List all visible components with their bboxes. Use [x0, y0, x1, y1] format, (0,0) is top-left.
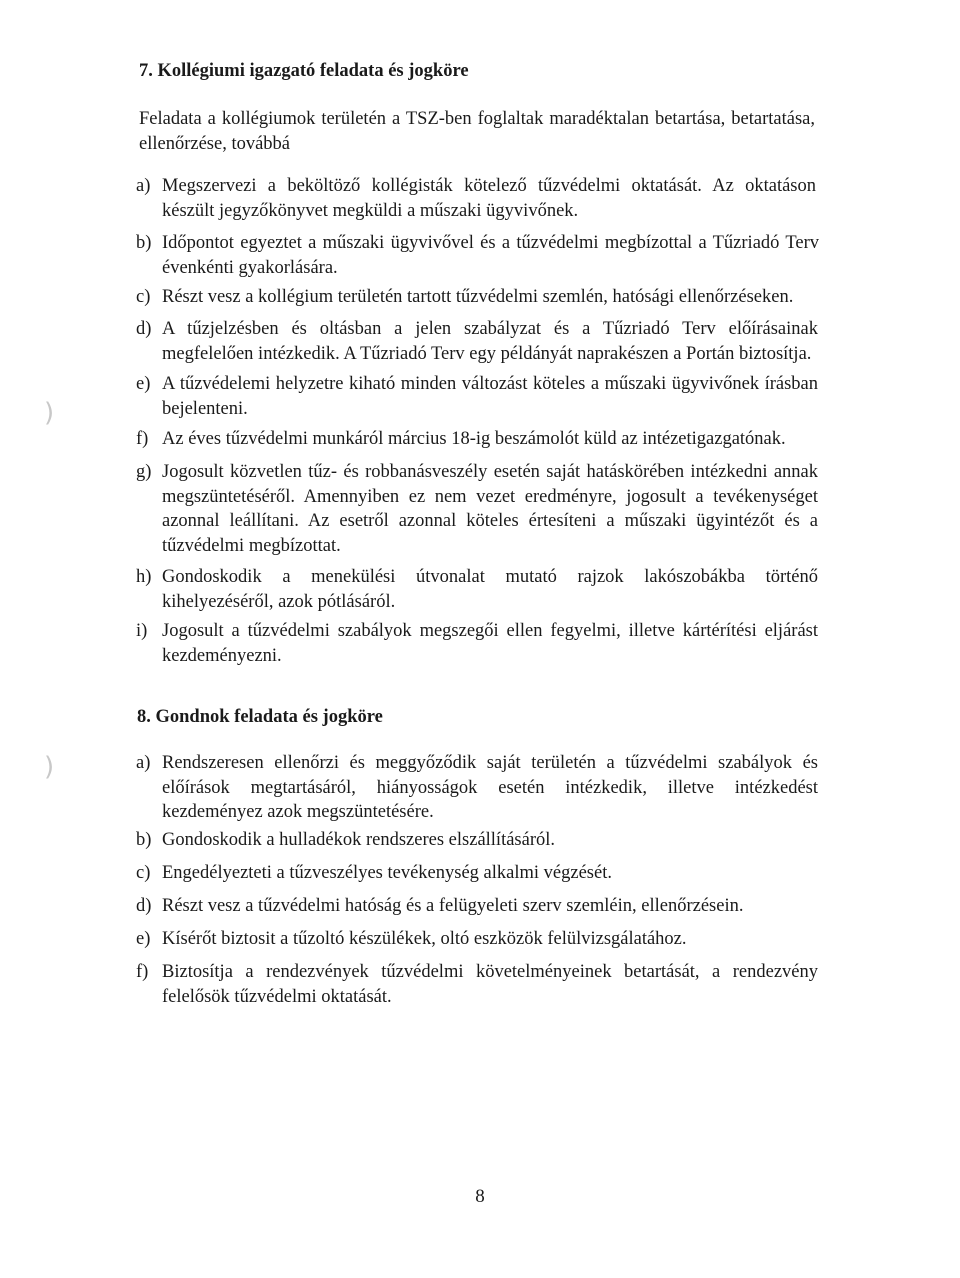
list-item-label: g)	[136, 462, 152, 482]
page-number: 8	[475, 1186, 485, 1207]
list-item-text: Az éves tűzvédelmi munkáról március 18-ig beszámolót küld az intézetigazgatónak.	[162, 429, 786, 449]
list-item-label: b)	[136, 233, 152, 253]
list-item-text: Biztosítja a rendezvények tűzvédelmi követelményeinek betartását, a rendezvény felelősök tűzvédelmi oktatását.	[162, 962, 818, 1007]
list-item	[136, 828, 856, 853]
punch-hole-mark: )	[44, 398, 55, 428]
list-item-text: Engedélyezteti a tűzveszélyes tevékenység alkalmi végzését.	[162, 863, 612, 883]
list-item-label: i)	[136, 621, 148, 641]
list-item-text: Időpontot egyeztet a műszaki ügyvivővel és a tűzvédelmi megbízottal a Tűzriadó Terv évenkénti gyakorlására.	[162, 233, 819, 278]
list-item-text: A tűzjelzésben és oltásban a jelen szabályzat és a Tűzriadó Terv előírásainak megfelelően intézkedik. A Tűzriadó Terv egy példányát naprakészen a Portán biztosítja.	[162, 319, 818, 364]
list-item-text: Rendszeresen ellenőrzi és meggyőződik saját területén a tűzvédelmi szabályok és előírások megtartásáról, hiányosságok esetén intézkedik, illetve intézkedést kezdeményez azok megszüntetésére.	[162, 753, 818, 823]
list-item-label: a)	[136, 176, 151, 196]
list-item	[136, 751, 818, 825]
list-item	[136, 861, 856, 886]
list-item-label: e)	[136, 374, 151, 394]
list-item	[136, 285, 856, 310]
list-item-label: a)	[136, 753, 151, 773]
list-item	[136, 894, 856, 919]
list-item-label: c)	[136, 287, 151, 307]
list-item-text: Jogosult a tűzvédelmi szabályok megszegői ellen fegyelmi, illetve kártérítési eljárást kezdeményezni.	[162, 621, 818, 666]
list-item	[136, 927, 856, 952]
section-7-intro: Feladata a kollégiumok területén a TSZ-ben foglaltak maradéktalan betartása, betartatása, ellenőrzése, továbbá	[139, 109, 815, 154]
list-item	[136, 619, 818, 668]
list-item-label: d)	[136, 319, 152, 339]
list-item	[136, 372, 818, 421]
list-item-text: Jogosult közvetlen tűz- és robbanásveszély esetén saját hatáskörében intézkedni annak megszüntetéséről. Amennyiben ez nem vezet eredményre, jogosult a tevékenységet azonnal leállítani. Az esetről azonnal köteles értesíteni a műszaki ügyintézőt és a tűzvédelmi megbízottat.	[162, 462, 818, 556]
list-item-text: Részt vesz a kollégium területén tartott tűzvédelmi szemlén, hatósági ellenőrzéseken.	[162, 287, 794, 307]
list-item-label: b)	[136, 830, 152, 850]
list-item	[136, 231, 819, 280]
list-item-label: f)	[136, 962, 149, 982]
list-item-text: Részt vesz a tűzvédelmi hatóság és a felügyeleti szerv szemléin, ellenőrzésein.	[162, 896, 744, 916]
list-item-text: Gondoskodik a menekülési útvonalat mutató rajzok lakószobákba történő kihelyezéséről, azok pótlásáról.	[162, 567, 818, 612]
punch-hole-mark: )	[44, 752, 55, 782]
list-item	[136, 565, 818, 614]
list-item	[136, 317, 818, 366]
list-item-label: d)	[136, 896, 152, 916]
section-7-heading: 7. Kollégiumi igazgató feladata és jogköre	[139, 61, 469, 81]
list-item	[136, 960, 818, 1009]
list-item-text: Megszervezi a beköltöző kollégisták kötelező tűzvédelmi oktatását. Az oktatáson készült jegyzőkönyvet megküldi a műszaki ügyvivőnek.	[162, 176, 816, 221]
list-item-label: h)	[136, 567, 152, 587]
list-item	[136, 427, 856, 452]
list-item-text: Gondoskodik a hulladékok rendszeres elszállításáról.	[162, 830, 556, 850]
section-8-heading: 8. Gondnok feladata és jogköre	[137, 707, 383, 727]
list-item	[136, 174, 816, 223]
list-item-text: Kísérőt biztosit a tűzoltó készülékek, oltó eszközök felülvizsgálatához.	[162, 929, 687, 949]
list-item-label: e)	[136, 929, 151, 949]
list-item	[136, 460, 818, 558]
list-item-label: c)	[136, 863, 151, 883]
list-item-label: f)	[136, 429, 149, 449]
list-item-text: A tűzvédelemi helyzetre kiható minden változást köteles a műszaki ügyvivőnek írásban bejelenteni.	[162, 374, 818, 419]
